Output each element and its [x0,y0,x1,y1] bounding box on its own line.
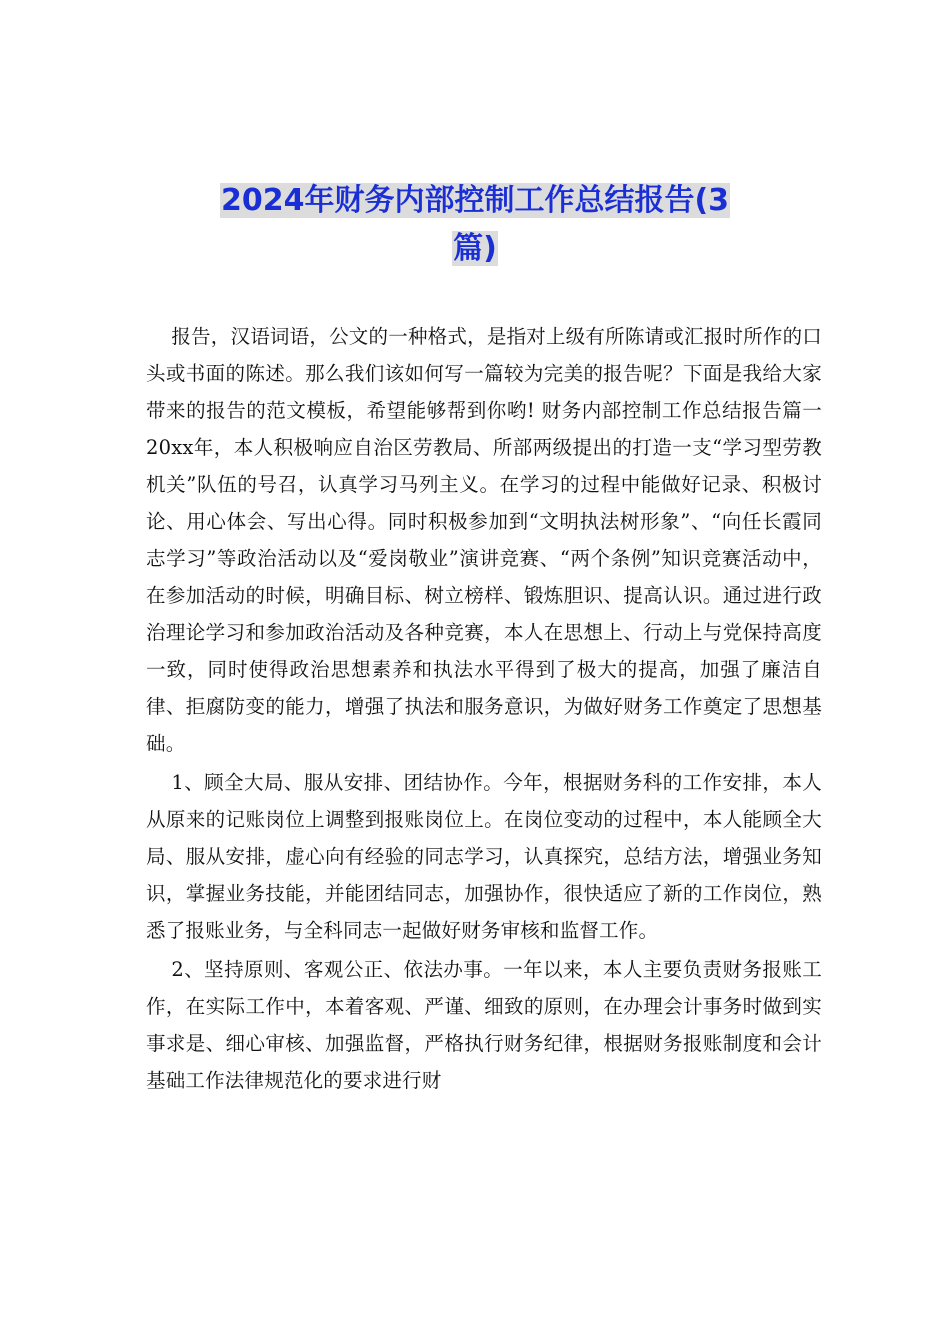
title-line-1: 2024年财务内部控制工作总结报告(3 [220,183,730,218]
paragraph-point-1: 1、顾全大局、服从安排、团结协作。今年，根据财务科的工作安排，本人从原来的记账岗位上调整到报账岗位上。在岗位变动的过程中，本人能顾全大局、服从安排，虚心向有经验的同志学习，认真探究，总结方法，增强业务知识，掌握业务技能，并能团结同志，加强协作，很快适应了新的工作岗位，熟悉了报账业务，与全科同志一起做好财务审核和监督工作。 [146,771,822,942]
document-title [150,177,800,273]
paragraph-intro: 报告，汉语词语，公文的一种格式，是指对上级有所陈请或汇报时所作的口头或书面的陈述。那么我们该如何写一篇较为完美的报告呢？下面是我给大家带来的报告的范文模板，希望能够帮到你哟! 财务内部控制工作总结报告篇一 20xx年，本人积极响应自治区劳教局、所部两级提出的打造一支“学习型劳教机关”队伍的号召，认真学习马列主义。在学习的过程中能做好记录、积极讨论、用心体会、写出心得。同时积极参加到“文明执法树形象”、“向任长霞同志学习”等政治活动以及“爱岗敬业”演讲竞赛、“两个条例”知识竞赛活动中，在参加活动的时候，明确目标、树立榜样、锻炼胆识、提高认识。通过进行政治理论学习和参加政治活动及各种竞赛，本人在思想上、行动上与党保持高度一致，同时使得政治思想素养和执法水平得到了极大的提高，加强了廉洁自律、拒腐防变的能力，增强了执法和服务意识，为做好财务工作奠定了思想基础。 [146,325,842,755]
paragraph-point-2: 2、坚持原则、客观公正、依法办事。一年以来，本人主要负责财务报账工作，在实际工作中，本着客观、严谨、细致的原则，在办理会计事务时做到实事求是、细心审核、加强监督，严格执行财务纪律，根据财务报账制度和会计基础工作法律规范化的要求进行财 [146,958,822,1092]
title-line-2: 篇) [453,231,497,266]
document-body [146,318,842,1099]
